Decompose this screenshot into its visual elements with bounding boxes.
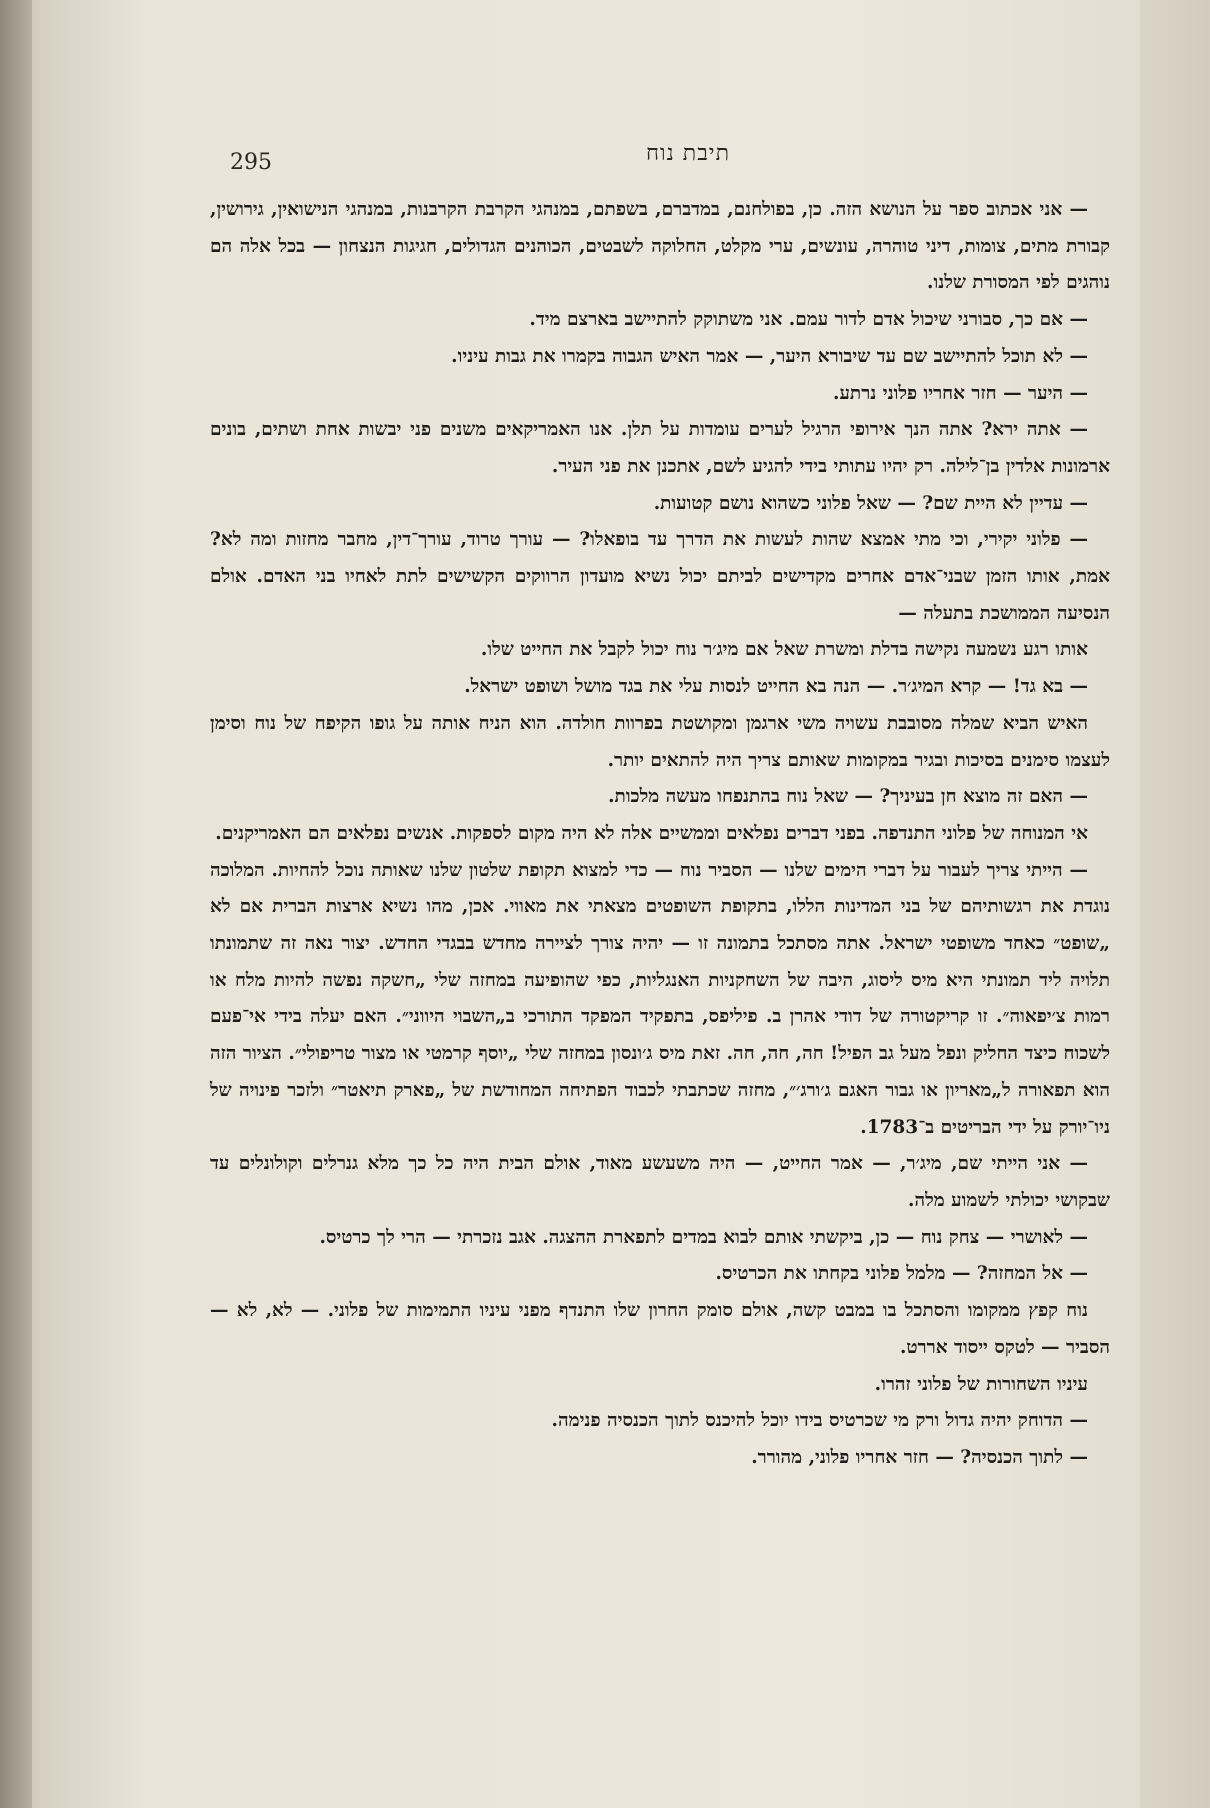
paragraph: האיש הביא שמלה מסובבת עשויה משי ארגמן ומקושטת בפרוות חולדה. הוא הניח אותה על גופו הקיפח של נוח וסימן לעצמו סימנים בסיכות ובגיר במקומות שאותם צריך היה להתאים יותר. xyxy=(210,712,1110,771)
paragraph: אותו רגע נשמעה נקישה בדלת ומשרת שאל אם מיג׳ר נוח יכול לקבל את החייט שלו. xyxy=(480,639,1088,661)
page-content xyxy=(190,120,1110,1770)
paragraph: — בא גד! — קרא המיג׳ר. — הנה בא החייט לנסות עלי את בגד מושל ושופט ישראל. xyxy=(464,676,1088,698)
paragraph: — אתה ירא? אתה הנך אירופי הרגיל לערים עומדות על תלן. אנו האמריקאים משנים פני יבשות אחת ושתים, בונים ארמונות אלדין בן־לילה. רק יהיו עתותי בידי להגיע לשם, אתכנן את פני העיר. xyxy=(210,419,1110,477)
paragraph: — היער — חזר אחריו פלוני נרתע. xyxy=(833,382,1088,404)
paragraph: — האם זה מוצא חן בעיניך? — שאל נוח בהתנפחו מעשה מלכות. xyxy=(608,786,1088,808)
paragraph: — עדיין לא היית שם? — שאל פלוני כשהוא נושם קטועות. xyxy=(653,492,1088,514)
page-edge xyxy=(1140,0,1210,1808)
paragraph: — לא תוכל להתיישב שם עד שיבורא היער, — אמר האיש הגבוה בקמרו את גבות עיניו. xyxy=(451,345,1088,367)
paragraph: — אני הייתי שם, מיג׳ר, — אמר החייט, — היה משעשע מאוד, אולם הבית היה כל כך מלא גנרלים וקולונלים עד שבקושי יכולתי לשמוע מלה. xyxy=(210,1153,1110,1211)
book-spine-shadow xyxy=(0,0,32,1808)
paragraph: — הייתי צריך לעבור על דברי הימים שלנו — הסביר נוח — כדי למצוא תקופת שלטון שלנו שאותה נוכל להחיות. המלוכה נוגדת את רגשותיהם של בני המדינות הללו, בתקופת השופטים מצאתי את מאווי. אכן, מהו נשיא ארצות הברית אם לא „שופט״ כאחד משופטי ישראל. אתה מסתכל בתמונה זו — יהיה צורך לציירה מחדש בבגדי החדש. יצור נאה זה שתמונתו תלויה ליד תמונתי היא מיס ליסוג, היבה של השחקניות האנגליות, כפי שהופיעה במחזה שלי „חשקה נפשה להיות מלח או רמות צ׳יפאוה״. זו קריקטורה של דודי אהרן ב. פיליפס, בתפקיד המפקד התורכי ב„השבוי היווני״. האם יעלה בידי אי־פעם לשכוח כיצד החליק ונפל מעל גב הפיל! חה, חה, חה. זאת מיס ג׳ונסון במחזה שלי „יוסף קרמטי או מצור טריפולי״. הציור הזה הוא תפאורה ל„מאריון או גבור האגם ג׳ורג׳״, מחזה שכתבתי לכבוד הפתיחה המחודשת של „פארק תיאטר״ ולזכר פינויה של ניו־יורק על ידי הבריטים ב־1783. xyxy=(210,859,1110,1138)
body-text xyxy=(210,192,1110,1477)
paragraph: — אם כך, סבורני שיכול אדם לדור עמם. אני משתוקק להתיישב בארצם מיד. xyxy=(529,309,1088,331)
paragraph: — לתוך הכנסיה? — חזר אחריו פלוני, מהורר. xyxy=(751,1446,1088,1468)
running-title: תיבת נוח xyxy=(645,141,730,166)
paragraph: נוח קפץ ממקומו והסתכל בו במבט קשה, אולם סומק החרון שלו התנדף מפני עיניו התמימות של פלוני. — לא, לא — הסביר — לטקס ייסוד אררט. xyxy=(210,1300,1110,1358)
paragraph: אי המנוחה של פלוני התנדפה. בפני דברים נפלאים וממשיים אלה לא היה מקום לספקות. אנשים נפלאים הם האמריקנים. xyxy=(215,822,1088,844)
paragraph: עיניו השחורות של פלוני זהרו. xyxy=(874,1373,1088,1395)
paragraph: — אני אכתוב ספר על הנושא הזה. כן, בפולחנם, במדברם, בשפתם, במנהגי הקרבת הקרבנות, במנהגי הנישואין, גירושין, קבורת מתים, צומות, דיני טוהרה, עונשים, ערי מקלט, החלוקה לשבטים, הכוהנים הגדולים, חגיגות הנצחון — בכל אלה הם נוהגים לפי המסורת שלנו. xyxy=(210,199,1110,294)
paragraph: — אל המחזה? — מלמל פלוני בקחתו את הכרטיס. xyxy=(715,1263,1088,1285)
paragraph: — הדוחק יהיה גדול ורק מי שכרטיס בידו יוכל להיכנס לתוך הכנסיה פנימה. xyxy=(551,1410,1088,1432)
page-number: 295 xyxy=(230,150,272,175)
paragraph: — לאושרי — צחק נוח — כן, ביקשתי אותם לבוא במדים לתפארת ההצגה. אגב נזכרתי — הרי לך כרטיס. xyxy=(319,1226,1088,1248)
running-head xyxy=(190,120,1110,175)
paragraph: — פלוני יקירי, וכי מתי אמצא שהות לעשות את הדרך עד בופאלו? — עורך טרוד, עורך־דין, מחבר מחזות ומה לא? אמת, אותו הזמן שבני־אדם אחרים מקדישים לביתם יכול נשיא מועדון הרווקים הקשישים לתת לאחיו בני האדם. אולם הנסיעה הממושכת בתעלה — xyxy=(210,529,1110,624)
